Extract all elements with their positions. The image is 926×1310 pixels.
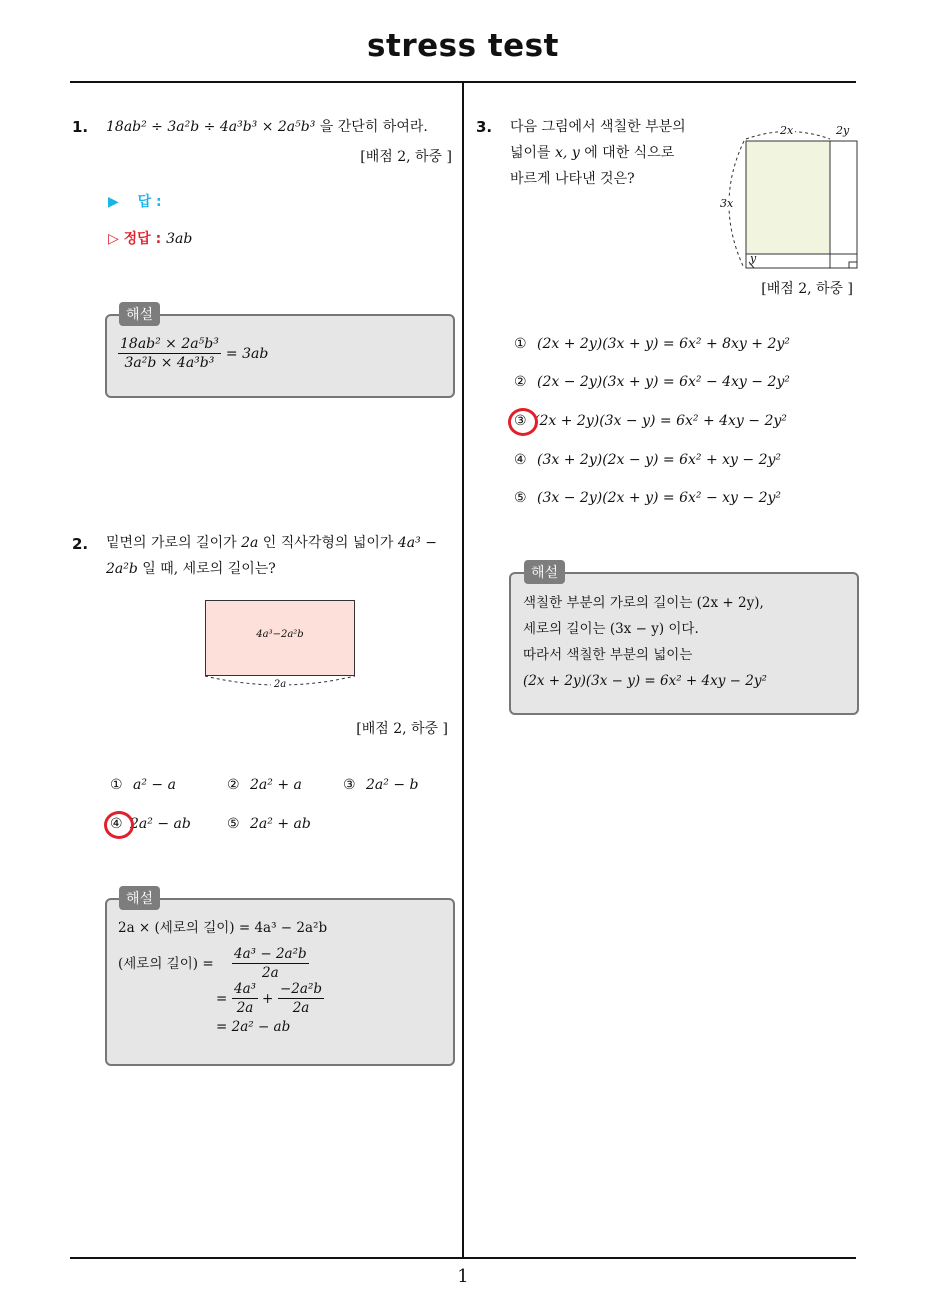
q3-choice-5[interactable]	[514, 490, 781, 506]
q2-solution-plus: +	[262, 991, 274, 1007]
q2-stem-text-2: 인 직사각형의 넓이가	[262, 535, 394, 551]
q2-stem-text-3: 일 때, 세로의 길이는?	[142, 561, 276, 577]
q1-stem-text: 을 간단히 하여라.	[319, 119, 428, 135]
q3-correct-circle-icon	[508, 408, 538, 436]
column-divider	[462, 83, 464, 1259]
q3-label-y: y	[750, 252, 757, 265]
q2-value-width: 2a	[241, 535, 259, 551]
choice-value: 2a² − ab	[130, 816, 191, 832]
choice-value: (2x + 2y)(3x − y) = 6x² + 4xy − 2y²	[534, 413, 787, 429]
q2-meta: [배점 2, 하중 ]	[356, 721, 448, 737]
q2-choice-3[interactable]	[343, 777, 418, 793]
q1-solution-tag: 해설	[119, 302, 160, 326]
q3-label-3x: 3x	[720, 197, 734, 210]
q2-stem	[106, 530, 456, 582]
q3-stem	[510, 114, 686, 192]
q1-fraction-numerator: 18ab² × 2a⁵b³	[120, 336, 219, 352]
choice-value: (3x − 2y)(2x + y) = 6x² − xy − 2y²	[537, 490, 781, 506]
choice-value: (2x + 2y)(3x + y) = 6x² + 8xy + 2y²	[537, 336, 790, 352]
q3-stem-line-2a: 넓이를	[510, 145, 551, 161]
fraction-numerator: −2a²b	[280, 981, 323, 997]
q3-figure	[718, 122, 863, 272]
fraction-numerator: 4a³	[234, 981, 257, 997]
q2-solution-fraction-2	[232, 980, 258, 1017]
q2-figure-area-label: 4a³−2a²b	[256, 629, 304, 640]
choice-mark: ①	[110, 777, 123, 793]
q1-fraction-denominator: 3a²b × 4a³b³	[124, 355, 215, 371]
q2-choice-5[interactable]	[227, 816, 311, 832]
q2-solution-line-1: 2a × (세로의 길이) = 4a³ − 2a²b	[118, 920, 328, 936]
q3-solution-line-1: 색칠한 부분의 가로의 길이는 (2x + 2y),	[523, 595, 764, 611]
choice-mark: ⑤	[227, 816, 240, 832]
choice-value: a² − a	[133, 777, 176, 793]
q1-correct-label: 정답 :	[123, 231, 162, 247]
page-number: 1	[457, 1266, 469, 1287]
q2-value-area-cont: 2a²b	[106, 561, 138, 577]
footer-rule	[70, 1257, 856, 1259]
q3-meta: [배점 2, 하중 ]	[761, 281, 853, 297]
choice-mark: ①	[514, 336, 527, 352]
fraction-numerator: 4a³ − 2a²b	[234, 946, 307, 962]
choice-mark: ③	[343, 777, 356, 793]
q3-choice-4[interactable]	[514, 452, 781, 468]
q2-solution-fraction-3	[278, 980, 324, 1017]
choice-mark: ②	[514, 374, 527, 390]
choice-value: (3x + 2y)(2x − y) = 6x² + xy − 2y²	[537, 452, 781, 468]
q1-expression: 18ab² ÷ 3a²b ÷ 4a³b³ × 2a⁵b³	[106, 119, 316, 135]
q2-figure-width-text: 2a	[271, 679, 289, 690]
q3-label-2x: 2x	[780, 124, 794, 137]
q3-choice-2[interactable]	[514, 374, 790, 390]
choice-mark: ④	[110, 816, 123, 832]
q3-stem-line-2b: 에 대한 식으로	[584, 145, 675, 161]
q2-choice-1[interactable]	[110, 777, 176, 793]
q3-solution-line-4: (2x + 2y)(3x − y) = 6x² + 4xy − 2y²	[523, 673, 767, 689]
q3-stem-line-3: 바르게 나타낸 것은?	[510, 171, 635, 187]
q2-solution-tag: 해설	[119, 886, 160, 910]
q2-solution-equals: =	[216, 991, 228, 1007]
choice-value: 2a² + a	[250, 777, 302, 793]
q1-answer-label: 답 :	[137, 194, 162, 210]
q1-correct-value: 3ab	[166, 231, 193, 247]
choice-value: 2a² − b	[366, 777, 419, 793]
q2-correct-circle-icon	[104, 811, 134, 839]
fraction-denominator: 2a	[292, 1000, 310, 1016]
q1-correct-row	[108, 228, 192, 248]
q3-label-2y: 2y	[836, 124, 850, 137]
q2-value-area: 4a³ −	[397, 535, 437, 551]
choice-value: 2a² + ab	[250, 816, 311, 832]
q2-number: 2.	[72, 535, 89, 553]
q1-number: 1.	[72, 118, 89, 136]
choice-mark: ④	[514, 452, 527, 468]
choice-mark: ⑤	[514, 490, 527, 506]
q3-number: 3.	[476, 118, 493, 136]
correct-arrow-icon: ▷	[108, 231, 119, 247]
q1-solution-expr	[118, 335, 268, 372]
q3-solution-line-2: 세로의 길이는 (3x − y) 이다.	[523, 621, 699, 637]
q3-solution-line-3: 따라서 색칠한 부분의 넓이는	[523, 647, 693, 663]
q2-stem-text-1: 밑면의 가로의 길이가	[106, 535, 237, 551]
q1-solution-fraction	[118, 335, 221, 372]
q2-choice-2[interactable]	[227, 777, 302, 793]
q2-solution-final: = 2a² − ab	[216, 1019, 291, 1035]
q3-choice-1[interactable]	[514, 336, 790, 352]
q2-solution-lhs: (세로의 길이) =	[118, 956, 214, 972]
q1-stem	[106, 114, 428, 140]
q1-answer-row	[108, 191, 162, 211]
q3-stem-line-1: 다음 그림에서 색칠한 부분의	[510, 119, 686, 135]
answer-arrow-icon: ▶	[108, 194, 119, 210]
page-title: stress test	[367, 28, 559, 64]
q1-solution-result: = 3ab	[225, 346, 269, 362]
choice-mark: ②	[227, 777, 240, 793]
q1-meta: [배점 2, 하중 ]	[360, 149, 452, 165]
q2-solution-fraction-1	[232, 945, 309, 982]
q3-stem-vars: x, y	[555, 145, 580, 161]
choice-mark: ③	[514, 413, 527, 429]
q3-solution-tag: 해설	[524, 560, 565, 584]
fraction-denominator: 2a	[236, 1000, 254, 1016]
q3-choice-3[interactable]	[514, 413, 787, 429]
q2-figure-width-label	[205, 679, 355, 690]
fraction-denominator: 2a	[262, 965, 279, 981]
choice-value: (2x − 2y)(3x + y) = 6x² − 4xy − 2y²	[537, 374, 790, 390]
